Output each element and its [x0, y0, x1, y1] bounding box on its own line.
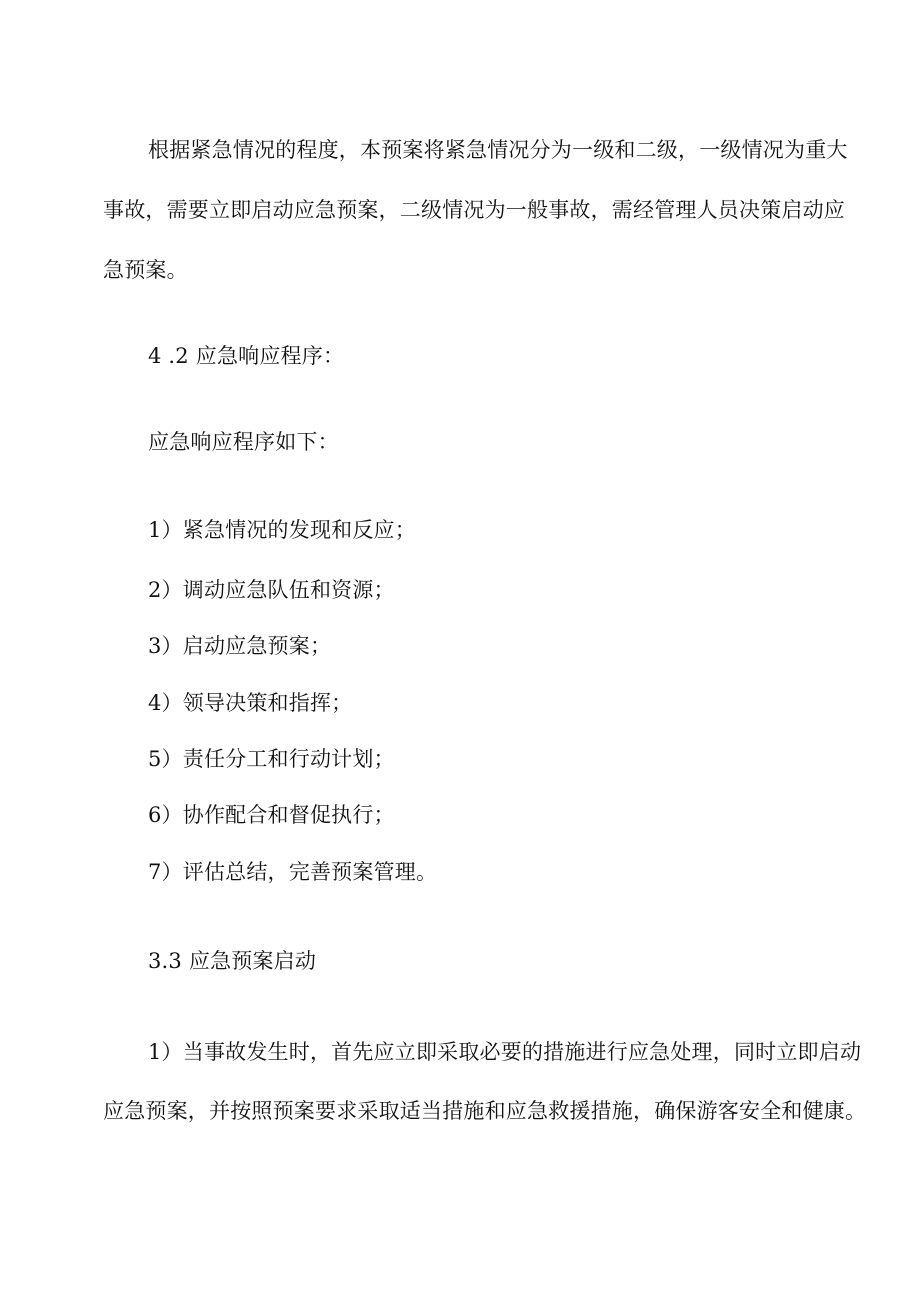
section-heading-4-2: 4 .2 应急响应程序：: [148, 344, 345, 368]
section-heading-3-3: 3.3 应急预案启动: [148, 949, 317, 973]
procedure-item: 4）领导决策和指挥；: [148, 691, 353, 715]
paragraph-levels-line-2: 事故，需要立即启动应急预案，二级情况为一般事故，需经管理人员决策启动应: [103, 198, 845, 222]
procedure-item: 7）评估总结，完善预案管理。: [148, 860, 438, 884]
procedure-item: 2）调动应急队伍和资源；: [148, 578, 395, 602]
procedure-item: 6）协作配合和督促执行；: [148, 803, 395, 827]
procedure-item: 5）责任分工和行动计划；: [148, 747, 395, 771]
procedure-item: 3）启动应急预案；: [148, 634, 332, 658]
paragraph-levels-line-1: 根据紧急情况的程度，本预案将紧急情况分为一级和二级，一级情况为重大: [148, 138, 848, 162]
paragraph-levels-line-3: 急预案。: [103, 258, 188, 282]
procedure-intro: 应急响应程序如下：: [148, 430, 339, 454]
paragraph-startup-line-1: 1）当事故发生时，首先应立即采取必要的措施进行应急处理，同时立即启动: [148, 1040, 862, 1064]
procedure-item: 1）紧急情况的发现和反应；: [148, 518, 416, 542]
paragraph-startup-line-2: 应急预案，并按照预案要求采取适当措施和应急救援措施，确保游客安全和健康。: [103, 1099, 867, 1123]
